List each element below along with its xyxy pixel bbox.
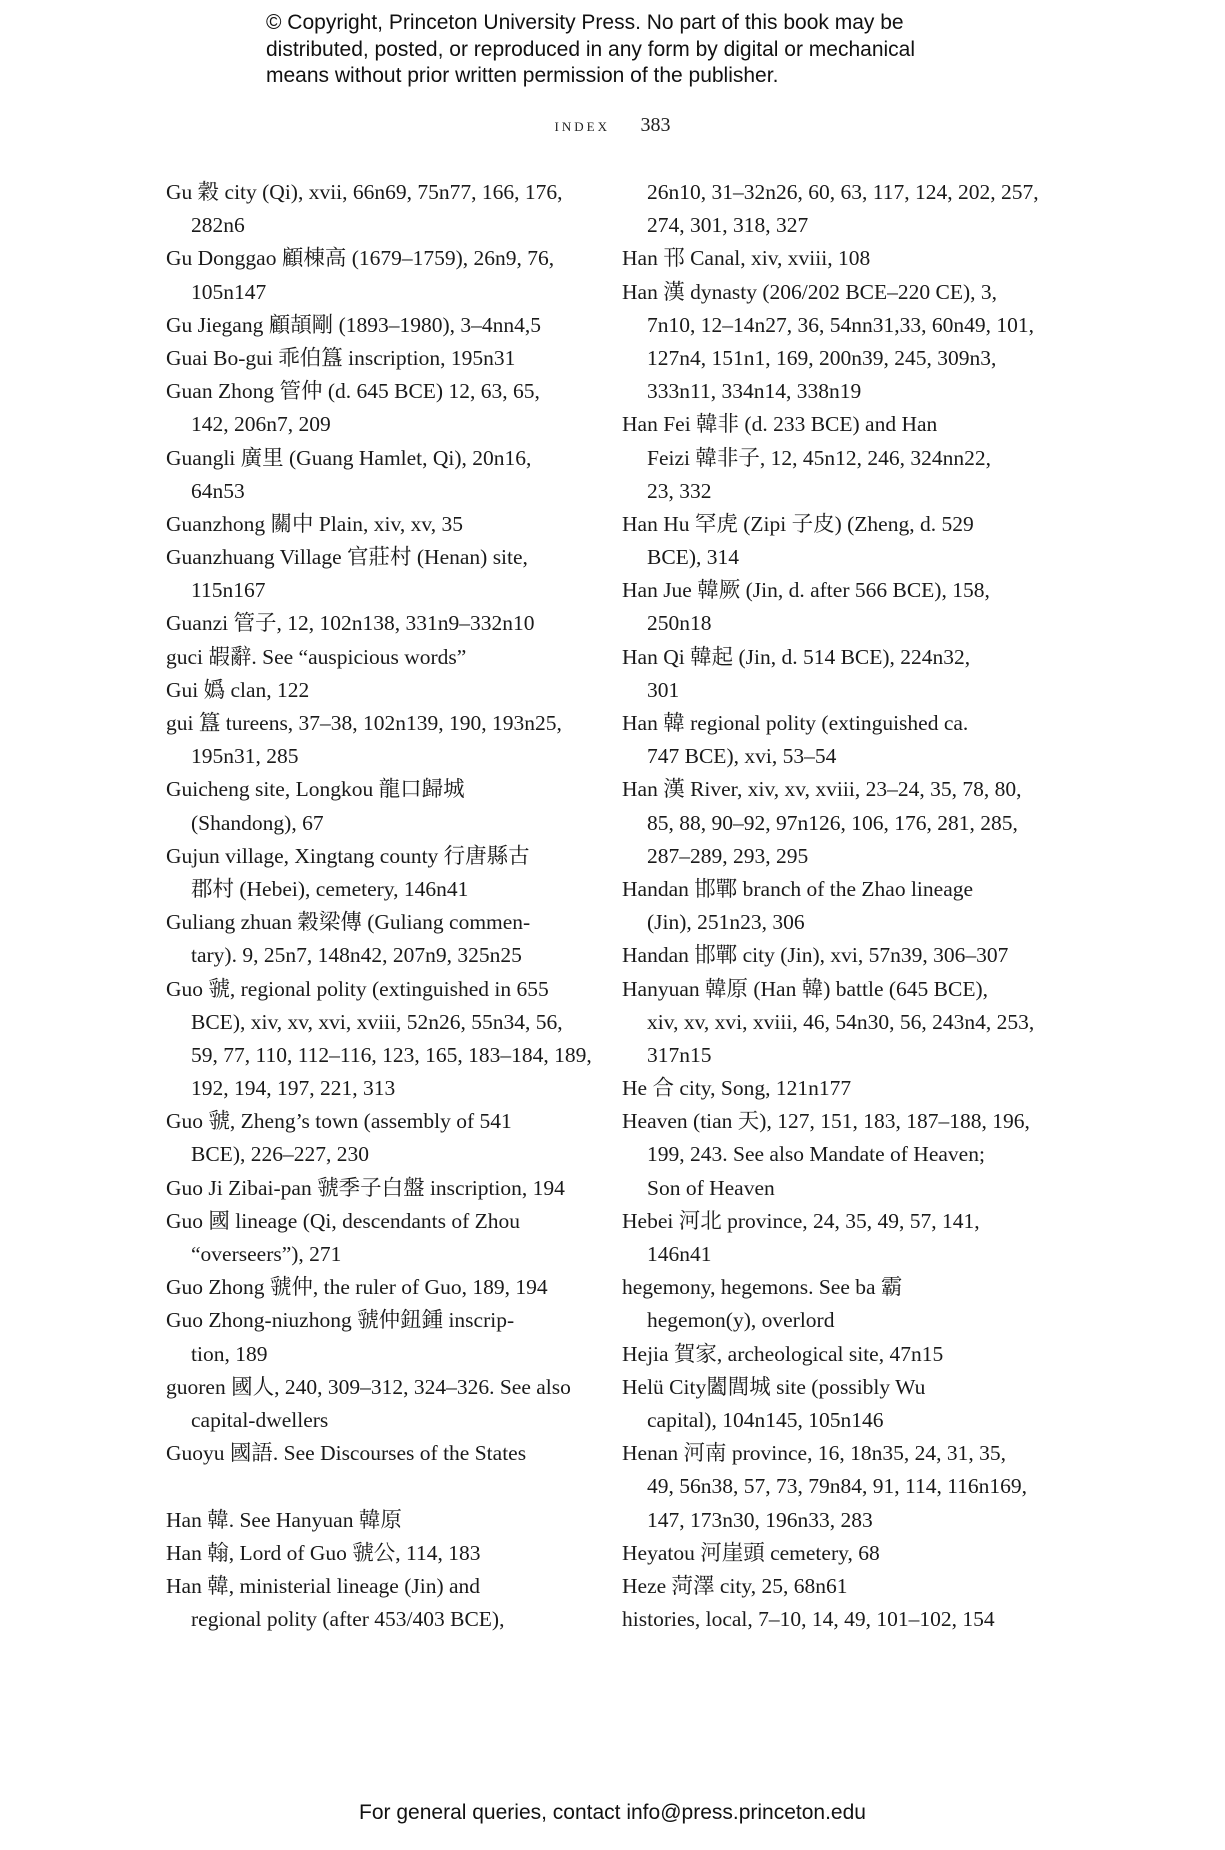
index-line: Helü City闔閭城 site (possibly Wu xyxy=(622,1374,926,1399)
index-line: Guanzi 管子, 12, 102n138, 331n9–332n10 xyxy=(166,611,535,636)
index-line: 85, 88, 90–92, 97n126, 106, 176, 281, 285, xyxy=(647,810,1018,835)
index-line: Guanzhong 關中 Plain, xiv, xv, 35 xyxy=(166,511,463,536)
index-line: guci 嘏辭. See “auspicious words” xyxy=(166,644,467,669)
index-line: Guo Ji Zibai-pan 虢季子白盤 inscription, 194 xyxy=(166,1175,565,1200)
index-line: 317n15 xyxy=(647,1042,712,1067)
index-line: hegemony, hegemons. See ba 霸 xyxy=(622,1275,903,1300)
index-line: Han 韓 regional polity (extinguished ca. xyxy=(622,711,969,735)
index-line: 146n41 xyxy=(647,1242,712,1266)
index-line: 郡村 (Hebei), cemetery, 146n41 xyxy=(191,876,469,901)
index-line: 192, 194, 197, 221, 313 xyxy=(191,1076,396,1101)
index-line: Guicheng site, Longkou 龍口歸城 xyxy=(166,777,465,802)
index-line: Henan 河南 province, 16, 18n35, 24, 31, 35, xyxy=(622,1441,1006,1466)
index-line: 115n167 xyxy=(191,578,266,603)
index-line: 747 BCE), xvi, 53–54 xyxy=(647,744,837,769)
index-line: Guan Zhong 管仲 (d. 645 BCE) 12, 63, 65, xyxy=(166,379,540,404)
index-line: capital-dwellers xyxy=(191,1407,329,1432)
index-line: Guo 虢, regional polity (extinguished in 655 xyxy=(166,976,549,1001)
index-line: Gujun village, Xingtang county 行唐縣古 xyxy=(166,843,530,868)
index-line: 49, 56n38, 57, 73, 79n84, 91, 114, 116n169, xyxy=(647,1474,1028,1499)
index-line: 64n53 xyxy=(191,478,245,503)
running-head-title: index xyxy=(554,115,610,136)
index-line: xiv, xv, xvi, xviii, 46, 54n30, 56, 243n4, 253, xyxy=(647,1009,1035,1034)
index-line: 59, 77, 110, 112–116, 123, 165, 183–184, 189, xyxy=(191,1042,592,1067)
index-line: 333n11, 334n14, 338n19 xyxy=(647,379,862,404)
index-line: 282n6 xyxy=(191,213,245,238)
index-line: BCE), 226–227, 230 xyxy=(191,1142,369,1167)
index-line: Gu Donggao 顧棟高 (1679–1759), 26n9, 76, xyxy=(166,246,555,271)
index-line: Guanzhuang Village 官莊村 (Henan) site, xyxy=(166,545,528,570)
index-line: Handan 邯鄲 branch of the Zhao lineage xyxy=(622,876,974,901)
index-line: Guai Bo-gui 乖伯簋 inscription, 195n31 xyxy=(166,345,516,370)
index-line: (Shandong), 67 xyxy=(191,810,324,835)
index-line: Han 漢 River, xiv, xv, xviii, 23–24, 35, 78, 80, xyxy=(622,777,1022,802)
page-number: 383 xyxy=(640,114,671,136)
index-line: Hebei 河北 province, 24, 35, 49, 57, 141, xyxy=(622,1208,980,1233)
index-line: 105n147 xyxy=(191,279,267,304)
index-line: BCE), xiv, xv, xvi, xviii, 52n26, 55n34, 56, xyxy=(191,1009,563,1034)
index-line: Gui 嬀 clan, 122 xyxy=(166,677,310,702)
index-line: Guangli 廣里 (Guang Hamlet, Qi), 20n16, xyxy=(166,445,532,470)
index-line: guoren 國人, 240, 309–312, 324–326. See also xyxy=(166,1374,571,1399)
index-line: Guo 國 lineage (Qi, descendants of Zhou xyxy=(166,1208,521,1233)
index-line: tary). 9, 25n7, 148n42, 207n9, 325n25 xyxy=(191,943,522,968)
index-line: “overseers”), 271 xyxy=(191,1242,342,1266)
index-line: 23, 332 xyxy=(647,478,712,503)
index-line: He 合 city, Song, 121n177 xyxy=(622,1076,852,1101)
index-line: 26n10, 31–32n26, 60, 63, 117, 124, 202, 257, xyxy=(647,180,1039,204)
index-line: 199, 243. See also Mandate of Heaven; xyxy=(647,1142,985,1167)
index-line: BCE), 314 xyxy=(647,545,739,570)
index-line: Han 漢 dynasty (206/202 BCE–220 CE), 3, xyxy=(622,279,998,304)
copyright-line: distributed, posted, or reproduced in any form by digital or mechanical xyxy=(266,37,916,61)
index-line: hegemon(y), overlord xyxy=(647,1308,835,1333)
index-line: Guo Zhong 虢仲, the ruler of Guo, 189, 194 xyxy=(166,1275,548,1300)
index-line: Gu Jiegang 顧頡剛 (1893–1980), 3–4nn4,5 xyxy=(166,312,542,337)
index-column-left xyxy=(166,176,592,1636)
index-line: 7n10, 12–14n27, 36, 54nn31,33, 60n49, 101, xyxy=(647,312,1034,337)
index-line: Han 翰, Lord of Guo 虢公, 114, 183 xyxy=(166,1540,481,1565)
index-line: 147, 173n30, 196n33, 283 xyxy=(647,1507,873,1532)
index-line: gui 簋 tureens, 37–38, 102n139, 190, 193n25, xyxy=(166,711,562,735)
copyright-line: means without prior written permission of the publisher. xyxy=(266,64,779,87)
index-line: Son of Heaven xyxy=(647,1175,775,1200)
copyright-notice xyxy=(266,10,1026,90)
index-line: 127n4, 151n1, 169, 200n39, 245, 309n3, xyxy=(647,345,997,370)
index-line: (Jin), 251n23, 306 xyxy=(647,910,805,935)
index-line: 274, 301, 318, 327 xyxy=(647,213,809,238)
index-line: Han 韓, ministerial lineage (Jin) and xyxy=(166,1573,481,1598)
copyright-line: © Copyright, Princeton University Press. No part of this book may be xyxy=(266,11,904,34)
index-line: Gu 穀 city (Qi), xvii, 66n69, 75n77, 166, 176, xyxy=(166,180,563,204)
index-line: Han Hu 罕虎 (Zipi 子皮) (Zheng, d. 529 xyxy=(622,511,974,536)
index-line: Handan 邯鄲 city (Jin), xvi, 57n39, 306–307 xyxy=(622,943,1009,968)
index-line: Guliang zhuan 穀梁傳 (Guliang commen- xyxy=(166,910,531,935)
index-line: Hejia 賀家, archeological site, 47n15 xyxy=(622,1341,944,1366)
index-line: Han 韓. See Hanyuan 韓原 xyxy=(166,1507,402,1532)
index-line: 195n31, 285 xyxy=(191,744,299,769)
index-line: histories, local, 7–10, 14, 49, 101–102, 154 xyxy=(622,1607,995,1632)
index-line: Heze 菏澤 city, 25, 68n61 xyxy=(622,1573,848,1598)
index-line: Heyatou 河崖頭 cemetery, 68 xyxy=(622,1540,880,1565)
index-line: Han Fei 韓非 (d. 233 BCE) and Han xyxy=(622,412,938,437)
index-line: capital), 104n145, 105n146 xyxy=(647,1407,884,1432)
section-gap xyxy=(166,1470,586,1503)
index-line: Han Jue 韓厥 (Jin, d. after 566 BCE), 158, xyxy=(622,578,990,603)
index-column-right xyxy=(622,176,1042,1636)
index-line: regional polity (after 453/403 BCE), xyxy=(191,1607,505,1632)
index-line: Guo Zhong-niuzhong 虢仲鈕鍾 inscrip- xyxy=(166,1308,515,1333)
running-head xyxy=(0,114,1225,137)
index-line: Heaven (tian 天), 127, 151, 183, 187–188, 196, xyxy=(622,1109,1030,1134)
index-line: 250n18 xyxy=(647,611,712,636)
index-line: 142, 206n7, 209 xyxy=(191,412,331,437)
contact-footer: For general queries, contact info@press.princeton.edu xyxy=(359,1801,866,1824)
index-line: 287–289, 293, 295 xyxy=(647,843,809,868)
index-line: Hanyuan 韓原 (Han 韓) battle (645 BCE), xyxy=(622,976,989,1001)
index-line: Guo 虢, Zheng’s town (assembly of 541 xyxy=(166,1109,512,1134)
index-line: Han 邗 Canal, xiv, xviii, 108 xyxy=(622,246,871,271)
index-line: Feizi 韓非子, 12, 45n12, 246, 324nn22, xyxy=(647,445,991,470)
index-line: tion, 189 xyxy=(191,1341,268,1366)
index-line: Guoyu 國語. See Discourses of the States xyxy=(166,1441,527,1466)
index-line: 301 xyxy=(647,677,680,702)
index-line: Han Qi 韓起 (Jin, d. 514 BCE), 224n32, xyxy=(622,644,971,669)
